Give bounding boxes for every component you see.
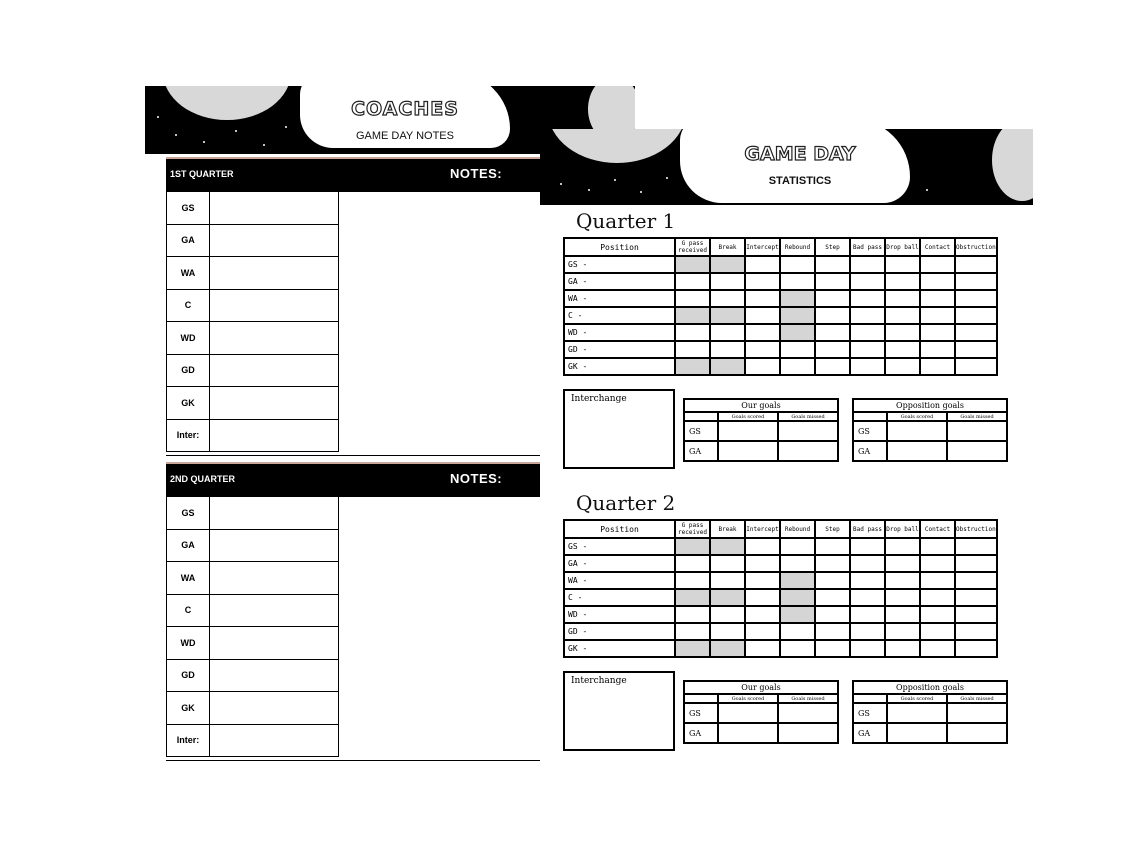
goals-scored-header: Goals scored — [887, 694, 947, 703]
stat-cell[interactable] — [955, 589, 997, 606]
stat-cell[interactable] — [955, 640, 997, 657]
goals-scored-cell[interactable] — [718, 421, 778, 441]
stat-cell[interactable] — [780, 555, 815, 572]
stats-table — [563, 237, 998, 376]
stat-cell[interactable] — [745, 307, 780, 324]
stat-cell[interactable] — [850, 341, 885, 358]
stat-cell[interactable] — [920, 324, 955, 341]
game-day-statistics-sheet — [540, 129, 1033, 789]
goals-missed-cell[interactable] — [778, 703, 838, 723]
position-label: GK - — [564, 358, 675, 375]
position-label: WD — [167, 627, 210, 660]
stat-cell[interactable] — [920, 623, 955, 640]
position-label: WD - — [564, 324, 675, 341]
interchange-label: Interchange — [571, 394, 627, 404]
goals-title: Our goals — [684, 399, 838, 412]
stat-cell[interactable] — [815, 572, 850, 589]
column-header: Position — [564, 520, 675, 538]
stat-cell[interactable] — [780, 606, 815, 623]
goals-position-label: GA — [684, 441, 718, 461]
stat-cell[interactable] — [745, 324, 780, 341]
goals-scored-cell[interactable] — [887, 723, 947, 743]
notes-area[interactable] — [337, 191, 561, 456]
position-label: GS - — [564, 538, 675, 555]
stat-cell[interactable] — [815, 256, 850, 273]
column-header: Intercept — [745, 520, 780, 538]
column-header: Drop ball — [885, 238, 920, 256]
position-note-field[interactable] — [210, 387, 339, 420]
stat-cell[interactable] — [955, 606, 997, 623]
goals-scored-header: Goals scored — [718, 412, 778, 421]
goals-scored-cell[interactable] — [718, 723, 778, 743]
stat-cell[interactable] — [920, 307, 955, 324]
position-label: C — [167, 594, 210, 627]
stat-cell[interactable] — [885, 538, 920, 555]
position-label: WA - — [564, 572, 675, 589]
position-label: GS - — [564, 256, 675, 273]
position-label: GK — [167, 387, 210, 420]
stat-cell[interactable] — [850, 273, 885, 290]
stat-cell[interactable] — [745, 640, 780, 657]
stat-cell[interactable] — [885, 640, 920, 657]
stat-cell[interactable] — [955, 358, 997, 375]
stat-cell[interactable] — [675, 307, 710, 324]
position-label: C — [167, 289, 210, 322]
stat-cell[interactable] — [885, 324, 920, 341]
stat-cell[interactable] — [815, 623, 850, 640]
goals-scored-cell[interactable] — [887, 441, 947, 461]
stat-cell[interactable] — [675, 589, 710, 606]
sheet-title: COACHES — [351, 98, 459, 120]
position-label: GS — [167, 192, 210, 225]
stat-cell[interactable] — [710, 606, 745, 623]
position-label: GA — [167, 529, 210, 562]
column-header: Break — [710, 520, 745, 538]
stat-cell[interactable] — [850, 358, 885, 375]
position-note-field[interactable] — [210, 419, 339, 452]
goals-scored-header: Goals scored — [887, 412, 947, 421]
stat-cell[interactable] — [955, 341, 997, 358]
stat-cell[interactable] — [885, 256, 920, 273]
position-label: GA — [167, 224, 210, 257]
stat-cell[interactable] — [920, 273, 955, 290]
position-label: WA - — [564, 290, 675, 307]
stat-cell[interactable] — [780, 623, 815, 640]
opposition-goals-table — [852, 680, 1008, 744]
stat-cell[interactable] — [745, 572, 780, 589]
divider — [166, 760, 561, 761]
moon-decoration — [163, 86, 291, 120]
stat-cell[interactable] — [745, 623, 780, 640]
column-header: Drop ball — [885, 520, 920, 538]
stat-cell[interactable] — [815, 589, 850, 606]
position-label: C - — [564, 307, 675, 324]
stat-cell[interactable] — [780, 538, 815, 555]
column-header: Intercept — [745, 238, 780, 256]
our-goals-table — [683, 680, 839, 744]
stat-cell[interactable] — [745, 589, 780, 606]
position-label: GD - — [564, 623, 675, 640]
stat-cell[interactable] — [710, 256, 745, 273]
stat-cell[interactable] — [885, 341, 920, 358]
stat-cell[interactable] — [710, 273, 745, 290]
stats-table — [563, 519, 998, 658]
position-note-field[interactable] — [210, 354, 339, 387]
position-note-field[interactable] — [210, 529, 339, 562]
stat-cell[interactable] — [955, 256, 997, 273]
stat-cell[interactable] — [710, 589, 745, 606]
stat-cell[interactable] — [885, 307, 920, 324]
stat-cell[interactable] — [675, 358, 710, 375]
column-header: Rebound — [780, 238, 815, 256]
stat-cell[interactable] — [675, 640, 710, 657]
stat-cell[interactable] — [675, 341, 710, 358]
stat-cell[interactable] — [675, 555, 710, 572]
stat-cell[interactable] — [710, 572, 745, 589]
goals-position-label: GA — [684, 723, 718, 743]
stat-cell[interactable] — [745, 341, 780, 358]
stat-cell[interactable] — [745, 256, 780, 273]
position-note-field[interactable] — [210, 659, 339, 692]
stat-cell[interactable] — [955, 623, 997, 640]
goals-missed-header: Goals missed — [947, 412, 1007, 421]
goals-scored-cell[interactable] — [887, 703, 947, 723]
stat-cell[interactable] — [815, 606, 850, 623]
stat-cell[interactable] — [675, 256, 710, 273]
coaches-quarter-2 — [166, 462, 561, 760]
position-label: GD - — [564, 341, 675, 358]
stat-cell[interactable] — [710, 555, 745, 572]
stat-cell[interactable] — [885, 589, 920, 606]
goals-missed-cell[interactable] — [947, 703, 1007, 723]
stat-cell[interactable] — [675, 538, 710, 555]
stat-cell[interactable] — [780, 589, 815, 606]
goals-missed-header: Goals missed — [947, 694, 1007, 703]
column-header: Contact — [920, 520, 955, 538]
goals-missed-cell[interactable] — [947, 421, 1007, 441]
stat-cell[interactable] — [780, 640, 815, 657]
position-label: C - — [564, 589, 675, 606]
quarter-label: 1ST QUARTER — [170, 169, 234, 179]
column-header: Position — [564, 238, 675, 256]
stat-cell[interactable] — [780, 290, 815, 307]
stat-cell[interactable] — [675, 324, 710, 341]
column-header: Bad pass — [850, 238, 885, 256]
stat-cell[interactable] — [815, 290, 850, 307]
goals-missed-header: Goals missed — [778, 694, 838, 703]
stat-cell[interactable] — [850, 606, 885, 623]
stat-cell[interactable] — [955, 324, 997, 341]
goals-position-label: GS — [853, 703, 887, 723]
stat-cell[interactable] — [710, 640, 745, 657]
stat-cell[interactable] — [710, 307, 745, 324]
stat-cell[interactable] — [955, 273, 997, 290]
position-note-field[interactable] — [210, 627, 339, 660]
stat-cell[interactable] — [710, 290, 745, 307]
stat-cell[interactable] — [745, 555, 780, 572]
position-label: GS — [167, 497, 210, 530]
stat-cell[interactable] — [815, 358, 850, 375]
stat-cell[interactable] — [850, 538, 885, 555]
stat-cell[interactable] — [780, 273, 815, 290]
stat-cell[interactable] — [745, 538, 780, 555]
goals-missed-cell[interactable] — [947, 441, 1007, 461]
position-note-field[interactable] — [210, 562, 339, 595]
quarter-title: Quarter 1 — [576, 209, 676, 233]
column-header: Step — [815, 520, 850, 538]
notes-label: NOTES: — [450, 471, 503, 486]
quarter-title: Quarter 2 — [576, 491, 676, 515]
stat-cell[interactable] — [955, 538, 997, 555]
position-note-field[interactable] — [210, 497, 339, 530]
stat-cell[interactable] — [920, 572, 955, 589]
stat-cell[interactable] — [885, 358, 920, 375]
quarter-label: 2ND QUARTER — [170, 474, 236, 484]
stat-cell[interactable] — [920, 555, 955, 572]
stat-cell[interactable] — [780, 572, 815, 589]
goals-scored-cell[interactable] — [887, 421, 947, 441]
column-header: Step — [815, 238, 850, 256]
column-header: G pass received — [675, 520, 710, 538]
stat-cell[interactable] — [920, 606, 955, 623]
stat-cell[interactable] — [850, 572, 885, 589]
position-label: GA - — [564, 273, 675, 290]
moon-decoration — [548, 129, 686, 163]
column-header: G pass received — [675, 238, 710, 256]
position-note-field[interactable] — [210, 192, 339, 225]
stat-cell[interactable] — [955, 290, 997, 307]
stat-cell[interactable] — [920, 538, 955, 555]
position-note-field[interactable] — [210, 692, 339, 725]
stat-cell[interactable] — [850, 307, 885, 324]
moon-decoration — [992, 129, 1033, 201]
stat-cell[interactable] — [675, 572, 710, 589]
interchange-box[interactable] — [563, 671, 675, 751]
stat-cell[interactable] — [745, 606, 780, 623]
goals-scored-cell[interactable] — [718, 441, 778, 461]
stat-cell[interactable] — [815, 640, 850, 657]
stat-cell[interactable] — [710, 341, 745, 358]
goals-missed-header: Goals missed — [778, 412, 838, 421]
goals-missed-cell[interactable] — [947, 723, 1007, 743]
sheet-subtitle: GAME DAY NOTES — [355, 130, 454, 142]
title-cloud — [680, 129, 910, 203]
interchange-label: Interchange — [571, 676, 627, 686]
stat-cell[interactable] — [955, 555, 997, 572]
divider — [166, 455, 561, 456]
goals-position-label: GA — [853, 441, 887, 461]
stat-cell[interactable] — [850, 324, 885, 341]
goals-position-label: GS — [684, 421, 718, 441]
stat-cell[interactable] — [920, 341, 955, 358]
position-label: WD — [167, 322, 210, 355]
position-label: GK - — [564, 640, 675, 657]
goals-title: Our goals — [684, 681, 838, 694]
stat-cell[interactable] — [710, 324, 745, 341]
coaches-quarter-1 — [166, 157, 561, 455]
stat-cell[interactable] — [745, 273, 780, 290]
column-header: Contact — [920, 238, 955, 256]
position-note-field[interactable] — [210, 224, 339, 257]
stat-cell[interactable] — [885, 555, 920, 572]
sheet-title: GAME DAY — [744, 143, 856, 165]
column-header: Obstruction — [955, 238, 997, 256]
stat-cell[interactable] — [850, 555, 885, 572]
position-label: WA — [167, 562, 210, 595]
column-header: Rebound — [780, 520, 815, 538]
stat-cell[interactable] — [745, 358, 780, 375]
goals-scored-header: Goals scored — [718, 694, 778, 703]
stat-cell[interactable] — [675, 290, 710, 307]
quarter-bar — [166, 462, 561, 496]
stat-cell[interactable] — [815, 273, 850, 290]
stat-cell[interactable] — [710, 623, 745, 640]
our-goals-table — [683, 398, 839, 462]
goals-position-label: GA — [853, 723, 887, 743]
position-notes-grid — [166, 191, 339, 452]
stat-cell[interactable] — [850, 290, 885, 307]
stat-cell[interactable] — [850, 640, 885, 657]
goals-missed-cell[interactable] — [778, 723, 838, 743]
goals-position-label: GS — [853, 421, 887, 441]
position-label: GD — [167, 659, 210, 692]
stat-cell[interactable] — [920, 589, 955, 606]
stat-cell[interactable] — [850, 256, 885, 273]
position-label: GA - — [564, 555, 675, 572]
stat-cell[interactable] — [780, 307, 815, 324]
stat-cell[interactable] — [850, 623, 885, 640]
stat-cell[interactable] — [780, 324, 815, 341]
notes-label: NOTES: — [450, 166, 503, 181]
stat-cell[interactable] — [920, 256, 955, 273]
stat-cell[interactable] — [675, 606, 710, 623]
stat-cell[interactable] — [885, 606, 920, 623]
stat-cell[interactable] — [885, 273, 920, 290]
position-note-field[interactable] — [210, 594, 339, 627]
position-label: WD - — [564, 606, 675, 623]
stat-cell[interactable] — [815, 341, 850, 358]
goals-missed-cell[interactable] — [778, 441, 838, 461]
position-note-field[interactable] — [210, 322, 339, 355]
interchange-box[interactable] — [563, 389, 675, 469]
position-label: Inter: — [167, 419, 210, 452]
stat-cell[interactable] — [885, 572, 920, 589]
goals-missed-cell[interactable] — [778, 421, 838, 441]
stat-cell[interactable] — [920, 290, 955, 307]
stat-cell[interactable] — [710, 538, 745, 555]
stat-cell[interactable] — [885, 290, 920, 307]
column-header: Break — [710, 238, 745, 256]
column-header: Bad pass — [850, 520, 885, 538]
goals-scored-cell[interactable] — [718, 703, 778, 723]
stat-cell[interactable] — [815, 555, 850, 572]
position-label: GD — [167, 354, 210, 387]
position-note-field[interactable] — [210, 724, 339, 757]
stat-cell[interactable] — [780, 256, 815, 273]
stat-cell[interactable] — [955, 307, 997, 324]
position-notes-grid — [166, 496, 339, 757]
stat-cell[interactable] — [710, 358, 745, 375]
stat-cell[interactable] — [850, 589, 885, 606]
column-header: Obstruction — [955, 520, 997, 538]
stat-cell[interactable] — [675, 273, 710, 290]
stat-cell[interactable] — [745, 290, 780, 307]
quarter-bar — [166, 157, 561, 191]
position-note-field[interactable] — [210, 257, 339, 290]
stat-cell[interactable] — [920, 640, 955, 657]
stat-cell[interactable] — [780, 358, 815, 375]
stats-header — [540, 129, 1033, 205]
stat-cell[interactable] — [815, 307, 850, 324]
stat-cell[interactable] — [815, 538, 850, 555]
stat-cell[interactable] — [780, 341, 815, 358]
opposition-goals-table — [852, 398, 1008, 462]
sheet-subtitle: STATISTICS — [768, 175, 832, 187]
position-note-field[interactable] — [210, 289, 339, 322]
stat-cell[interactable] — [885, 623, 920, 640]
position-label: GK — [167, 692, 210, 725]
goals-position-label: GS — [684, 703, 718, 723]
stat-cell[interactable] — [675, 623, 710, 640]
notes-area[interactable] — [337, 496, 561, 761]
goals-title: Opposition goals — [853, 399, 1007, 412]
stat-cell[interactable] — [815, 324, 850, 341]
position-label: WA — [167, 257, 210, 290]
goals-title: Opposition goals — [853, 681, 1007, 694]
position-label: Inter: — [167, 724, 210, 757]
stat-cell[interactable] — [920, 358, 955, 375]
stat-cell[interactable] — [955, 572, 997, 589]
